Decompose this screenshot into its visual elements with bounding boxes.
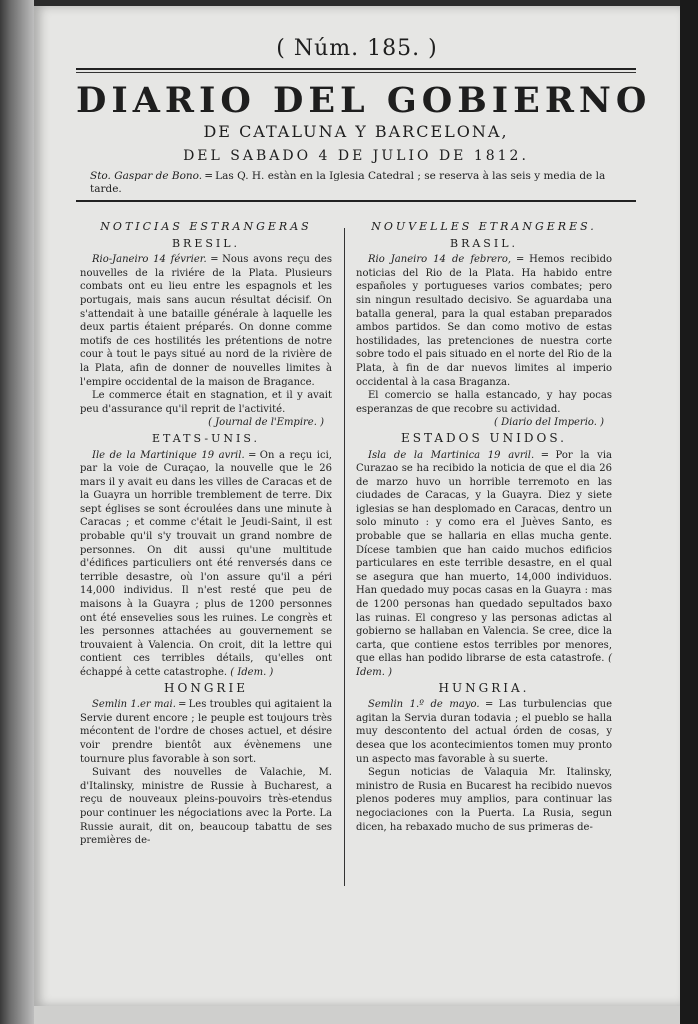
article-text: ═ Nous avons reçu des nouvelles de la riviére de la Plata. Plusieurs combats ont eu lieu entre les espagnols et les portugais, mais sans aucun résultat décisif. On s'attendait à une bataille générale à laquelle les deux partis étaient préparés. On donne comme motifs de ces hostilités les prétentions de notre cour à tout le pays situé au nord de la rivière de la Plata, afin de donner de nouvelles limites à l'empire occidental de la maison de Bragance. [80, 254, 332, 388]
place-heading: BRESIL. [171, 236, 241, 250]
header-rule-top [76, 68, 636, 70]
article-dateline: Ile de la Martinique 19 avril. [92, 449, 245, 461]
article-text: ═ On a reçu ici, par la voie de Curaçao, la nouvelle que le 26 mars il y avait eu dans les villes de Caracas et de la Guayra un horrible tremblement de terre. Dix sept églises se sont écroulées dans une minute à Caracas ; et comme c'était le Jeudi-Saint, il est probable qu'il s'y trouvait un grand nombre de personnes. On dit aussi qu'une multitude d'édifices particuliers ont été renversés dans ce terrible desastre, où l'on assure qu'il a péri 14,000 individus. Il n'est resté que peu de maisons à la Guayra ; plus de 1200 personnes ont été ensevelies sous les ruines. Le congrès et les personnes attachées au gouvernement se trouvaient à Valencia. On croit, dit la lettre qui contient ces terribles détails, qu'elles ont échappé à cette catastrophe. [80, 449, 332, 678]
article-source: ( Idem. ) [356, 653, 612, 678]
place-heading: ESTADOS UNIDOS. [401, 430, 567, 445]
article-dateline: Isla de la Martinica 19 avril. [368, 449, 535, 461]
article-paragraph [80, 698, 332, 766]
article-dateline: Semlin 1.er mai. [92, 699, 176, 711]
column-divider [344, 228, 345, 886]
issue-number: ( Núm. 185. ) [276, 36, 438, 61]
column-french [80, 218, 332, 848]
article-paragraph [356, 698, 612, 766]
article-dateline: Rio-Janeiro 14 février. [92, 254, 207, 266]
saint-name: Sto. Gaspar de Bono. [90, 170, 203, 182]
article-source: ( Journal de l'Empire. ) [208, 417, 324, 429]
article-paragraph: Suivant des nouvelles de Valachie, M. d'Italinsky, ministre de Russie à Bucharest, a reçu de nouveaux pleins-pouvoirs très-etendus pour continuer les négociations avec la Porte. La Russie aurait, dit on, beaucoup tabattu de ses premières de- [80, 767, 332, 847]
place-heading: BRASIL. [450, 236, 518, 250]
place-heading: ETATS-UNIS. [152, 431, 260, 445]
section-heading: NOTICIAS ESTRANGERAS [100, 220, 312, 233]
article-source: ( Diario del Imperio. ) [494, 417, 604, 429]
header-rule-top-thin [76, 72, 636, 73]
newspaper-page [34, 6, 680, 1006]
book-binding-left [0, 0, 34, 1024]
article-source: ( Idem. ) [230, 667, 274, 678]
article-text: ═ Las turbulencias que agitan la Servia duran todavia ; el pueblo se halla muy descontento del actual órden de cosas, y desea que los acontecimientos tomen muy pronto un aspecto mas favorable à su suerte. [356, 699, 612, 765]
masthead-title: DIARIO DEL GOBIERNO [76, 80, 652, 121]
article-dateline: Rio Janeiro 14 de febrero, [368, 254, 512, 266]
column-spanish [356, 218, 612, 834]
saint-notice-text: ═ Las Q. H. estàn en la Iglesia Catedral ; se reserva à las seis y media de la tarde. [90, 170, 606, 195]
article-text: ═ Hemos recibido noticias del Rio de la Plata. Ha habido entre españoles y portugueses varios combates; pero sin ningun resultado decisivo. Se aguardaba una batalla general, para la qual estaban preparados ambos partidos. Se dan como motivo de estas hostilidades, las pretenciones de nuestra corte sobre todo el pais situado en el norte del Rio de la Plata, à fin de dar nuevos limites al imperio occidental à la casa Braganza. [356, 254, 612, 388]
section-heading: NOUVELLES ETRANGERES. [371, 220, 597, 233]
article-paragraph [80, 449, 332, 680]
article-paragraph: Segun noticias de Valaquia Mr. Italinsky, ministro de Rusia en Bucarest ha recibido nuevos plenos poderes muy amplios, para continuar las negociaciones con la Puerta. La Rusia, segun dicen, ha rebaxado mucho de sus primeras de- [356, 767, 612, 833]
article-paragraph [356, 253, 612, 389]
article-paragraph [356, 449, 612, 680]
article-paragraph: Le commerce était en stagnation, et il y avait peu d'assurance qu'il reprit de l'activité. [80, 390, 332, 415]
page-bottom-edge [34, 1006, 680, 1024]
scan-edge-right [680, 0, 698, 1024]
dateline: DEL SABADO 4 DE JULIO DE 1812. [183, 148, 529, 164]
article-dateline: Semlin 1.º de mayo. [368, 699, 480, 711]
place-heading: HUNGRIA. [438, 680, 530, 695]
saint-notice [90, 170, 626, 196]
article-text: ═ Les troubles qui agitaient la Servie durent encore ; le peuple est toujours très mécontent de l'ordre de choses actuel, et désire voir prendre bientôt aux évènemens une tournure plus favorable à son sort. [80, 699, 332, 765]
article-paragraph [80, 253, 332, 389]
header-rule-bottom [76, 200, 636, 202]
masthead-subtitle: DE CATALUNA Y BARCELONA, [203, 122, 509, 141]
article-text: ═ Por la via Curazao se ha recibido la noticia de que el dia 26 de marzo huvo un horrible terremoto en las ciudades de Caracas, y la Guayra. Diez y siete iglesias se han desplomado en Caracas, dentro un solo minuto : y como era el Juèves Santo, es probable que se hallaria en ellas mucha gente. Dícese tambien que han caido muchos edificios particulares en este terrible desastre, en el qual se asegura que han muerto, 14,000 individuos. Han quedado muy pocas casas en la Guayra : mas de 1200 personas han quedado sepultados baxo las ruinas. El congreso y las personas adictas al gobierno se hallaban en Valencia. Se cree, dice la carta, que contiene estos terribles por menores, que ellas han podido librarse de esta catastrofe. [356, 449, 612, 665]
place-heading: HONGRIE [164, 680, 248, 695]
article-paragraph: El comercio se halla estancado, y hay pocas esperanzas de que recobre su actividad. [356, 390, 612, 415]
